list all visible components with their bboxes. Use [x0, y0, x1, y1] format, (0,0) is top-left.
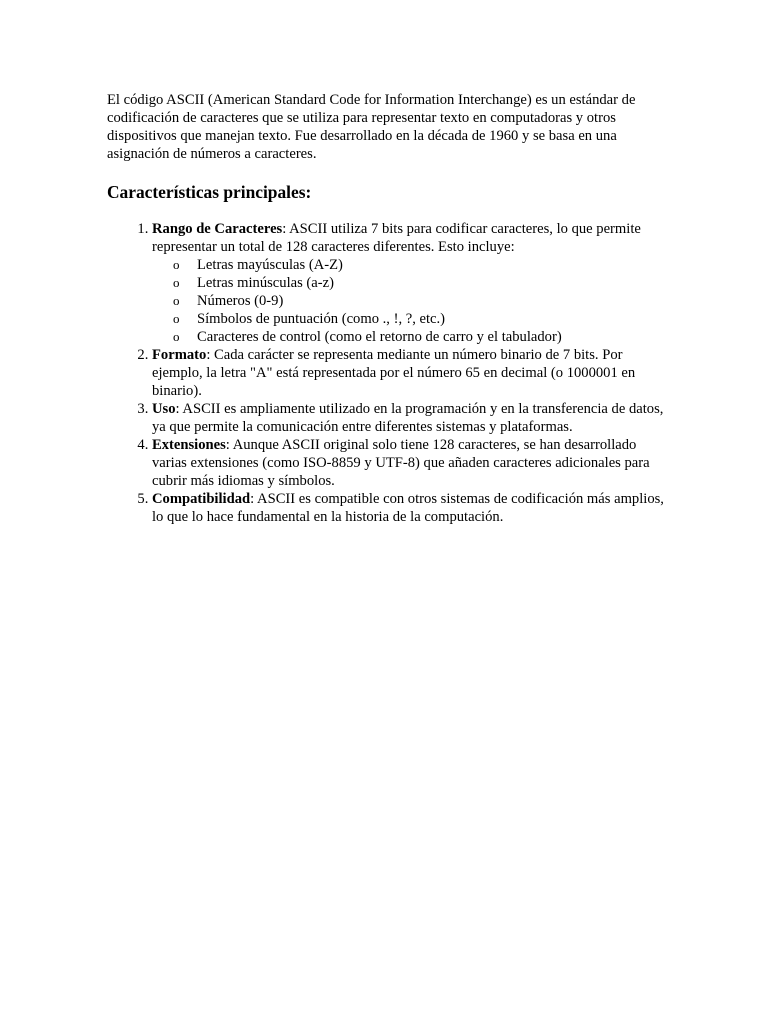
sub-list-item	[173, 292, 667, 310]
sub-list-item-text: Símbolos de puntuación (como ., !, ?, etc.)	[197, 311, 446, 327]
list-item-text: : Aunque ASCII original solo tiene 128 caracteres, se han desarrollado varias extensiones (como ISO-8859 y UTF-8) que añaden caracteres adicionales para cubrir más idiomas y símbolos.	[152, 437, 650, 489]
sub-list-item	[173, 328, 667, 346]
list-item-term: Compatibilidad	[152, 491, 251, 507]
bullet-marker: o	[173, 329, 180, 344]
bullet-marker: o	[173, 311, 180, 326]
sub-list-item-text: Letras mayúsculas (A-Z)	[197, 257, 343, 273]
intro-paragraph: El código ASCII (American Standard Code for Information Interchange) es un estándar de codificación de caracteres que se utiliza para representar texto en computadoras y otros dispositivos que manejan texto. Fue desarrollado en la década de 1960 y se basa en una asignación de números a caracteres.	[107, 92, 636, 162]
list-item-term: Formato	[152, 347, 207, 363]
sub-list-item	[173, 256, 667, 274]
features-list	[107, 220, 667, 526]
list-item-text: : Cada carácter se representa mediante un número binario de 7 bits. Por ejemplo, la letra "A" está representada por el número 65 en decimal (o 1000001 en binario).	[152, 347, 636, 399]
list-item-term: Rango de Caracteres	[152, 221, 283, 237]
list-item	[152, 436, 667, 490]
list-item	[152, 220, 667, 346]
sub-list-item	[173, 310, 667, 328]
list-item	[152, 490, 667, 526]
sub-list-item-text: Letras minúsculas (a-z)	[197, 275, 334, 291]
list-item-text: : ASCII es ampliamente utilizado en la programación y en la transferencia de datos, ya que permite la comunicación entre diferentes sistemas y plataformas.	[152, 401, 664, 435]
list-item-text: : ASCII es compatible con otros sistemas de codificación más amplios, lo que lo hace fundamental en la historia de la computación.	[152, 491, 664, 525]
section-heading: Características principales:	[107, 182, 312, 202]
character-types-list	[152, 256, 667, 346]
list-item-term: Extensiones	[152, 437, 226, 453]
list-item-text: : ASCII utiliza 7 bits para codificar caracteres, lo que permite representar un total de 128 caracteres diferentes. Esto incluye:	[152, 221, 641, 255]
list-item-term: Uso	[152, 401, 176, 417]
bullet-marker: o	[173, 293, 180, 308]
list-item	[152, 400, 667, 436]
bullet-marker: o	[173, 275, 180, 290]
document-page	[107, 91, 667, 526]
sub-list-item	[173, 274, 667, 292]
sub-list-item-text: Caracteres de control (como el retorno de carro y el tabulador)	[197, 329, 562, 345]
list-item	[152, 346, 667, 400]
sub-list-item-text: Números (0-9)	[197, 293, 284, 309]
bullet-marker: o	[173, 257, 180, 272]
